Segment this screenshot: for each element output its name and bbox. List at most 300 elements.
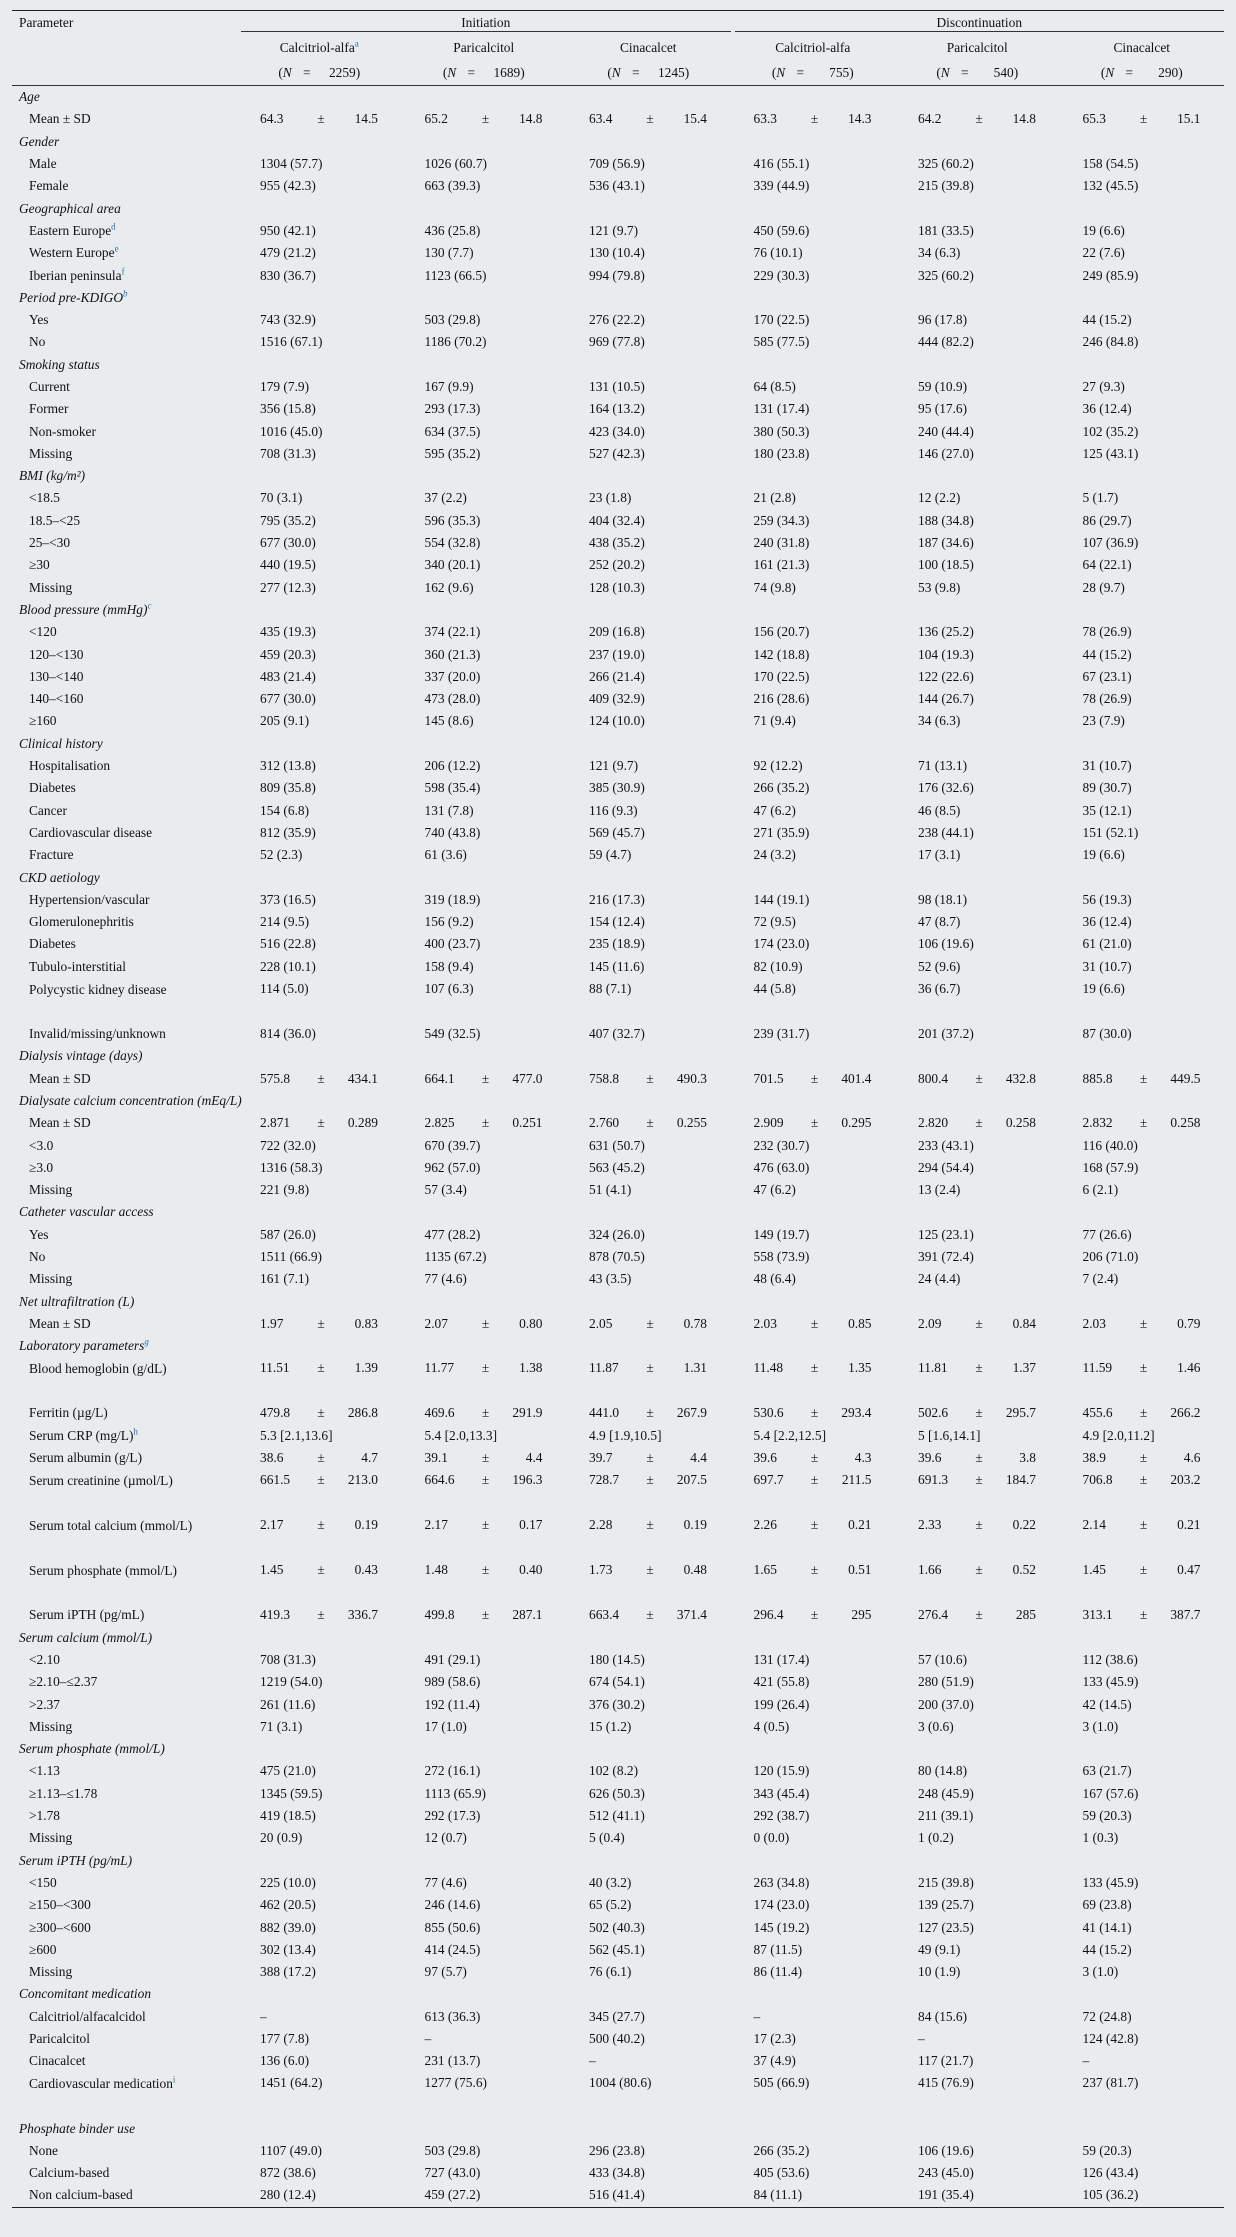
mean-value: 697.7 [753,1472,784,1488]
footnote-marker: e [114,243,119,254]
table-cell: 154 (12.4) [589,914,645,930]
n-equals: = [302,64,311,80]
plus-minus-sign: ± [646,1472,654,1488]
row-label-text: <1.13 [29,1763,60,1779]
table-cell: 48 (6.4) [753,1271,796,1287]
table-cell: 116 (9.3) [589,802,638,818]
row-label [12,933,237,955]
drug-name: Paricalcitol [946,39,1008,55]
row-label-text: Serum iPTH (pg/mL) [29,1607,145,1623]
plus-minus-sign: ± [975,1360,983,1376]
row-label-text: ≥300–<600 [29,1919,91,1935]
table-cell: 133 (45.9) [1082,1874,1139,1890]
table-cell: 156 (20.7) [753,624,810,640]
table-cell: 44 (15.2) [1082,1941,1132,1957]
row-label [12,1469,237,1514]
table-cell: 228 (10.1) [260,958,316,974]
mean-value: 2.09 [918,1315,942,1331]
plus-minus-sign: ± [317,1405,325,1421]
table-cell: 1304 (57.7) [260,156,323,172]
table-row [12,264,1224,286]
table-cell: 483 (21.4) [260,668,316,684]
table-cell: 272 (16.1) [424,1763,481,1779]
row-label [12,2184,237,2207]
table-row [12,1559,1224,1604]
table-cell: 43 (3.5) [589,1271,632,1287]
table-cell [1060,1313,1225,1335]
table-cell: 240 (44.4) [918,423,974,439]
table-cell: 385 (30.9) [589,780,645,796]
section-title-text: Period pre-KDIGO [19,289,124,305]
plus-minus-sign: ± [810,1115,819,1131]
section-header-row [12,287,1224,309]
footnote-marker: c [147,600,152,611]
section-header-row [12,197,1224,219]
sd-value: 0.21 [848,1517,872,1533]
table-cell: 125 (23.1) [918,1226,974,1242]
row-label [12,800,237,822]
table-cell: 1 (0.3) [1082,1830,1119,1846]
table-cell: 105 (36.2) [1060,2184,1225,2207]
plus-minus-sign: ± [810,1472,819,1488]
table-cell: 296 (23.8) [589,2142,645,2158]
table-cell: 340 (20.1) [424,557,481,573]
table-row [12,2140,1224,2162]
table-cell: 438 (35.2) [589,535,645,551]
table-cell: 44 (15.2) [1082,312,1132,328]
table-cell: 24 (3.2) [753,847,796,863]
table-cell: 252 (20.2) [589,557,645,573]
row-label-text: Missing [29,445,73,461]
table-cell: 98 (18.1) [918,891,968,907]
table-cell: 102 (35.2) [1082,423,1139,439]
plus-minus-sign: ± [1139,1115,1148,1131]
sd-value: 207.5 [676,1472,707,1488]
section-title [12,1627,1224,1649]
table-cell [237,1469,402,1514]
table-cell: 82 (10.9) [753,958,803,974]
sd-value: 432.8 [1005,1070,1036,1086]
mean-value: 664.1 [424,1070,455,1086]
table-cell: 87 (30.0) [1082,1026,1132,1042]
table-cell: 407 (32.7) [589,1026,645,1042]
table-row [12,1760,1224,1782]
table-cell [237,1559,402,1604]
table-cell [237,1313,402,1335]
table-cell: 491 (29.1) [424,1651,481,1667]
mean-value: 2.871 [260,1115,291,1131]
section-title [12,1201,1224,1223]
discontinuation-header: Discontinuation [731,11,1225,35]
table-cell: 181 (33.5) [918,222,974,238]
sd-value: 0.19 [683,1517,707,1533]
table-cell: 70 (3.1) [260,490,303,506]
table-cell: 23 (1.8) [589,490,632,506]
n-value: 1245 [657,64,685,80]
section-header-row [12,1738,1224,1760]
table-cell: 167 (9.9) [424,379,474,394]
row-label-text: Mean ± SD [29,1070,91,1086]
table-cell: 969 (77.8) [589,334,645,350]
row-label-text: Cardiovascular disease [29,824,153,840]
table-cell: 325 (60.2) [918,267,974,283]
table-row [12,710,1224,732]
table-cell: 53 (9.8) [918,579,961,595]
section-title [12,733,1224,755]
table-cell: 740 (43.8) [424,824,481,840]
sd-value: 1.35 [848,1360,872,1376]
table-cell: 216 (28.6) [753,691,810,707]
column-header-n: (N = 2259) [237,60,402,86]
table-cell: 117 (21.7) [918,2053,974,2069]
table-cell: 36 (12.4) [1082,914,1132,930]
table-body [12,86,1224,2208]
n-label: N [940,64,950,80]
table-cell: 809 (35.8) [260,780,316,796]
section-title [12,465,1224,487]
table-cell: 5 (1.7) [1082,490,1119,506]
table-row [12,2028,1224,2050]
plus-minus-sign: ± [1139,1517,1148,1533]
sd-value: 203.2 [1170,1472,1201,1488]
sd-value: 287.1 [512,1607,543,1623]
table-cell: 51 (4.1) [589,1182,632,1198]
table-cell: 215 (39.8) [918,1874,974,1890]
table-row [12,242,1224,264]
plus-minus-sign: ± [481,1070,490,1086]
table-row [12,688,1224,710]
table-row [12,443,1224,465]
table-row [12,1357,1224,1402]
table-cell [402,1469,567,1514]
table-cell [895,1313,1060,1335]
table-cell: 1516 (67.1) [260,334,323,350]
column-header-drug [1060,35,1225,60]
footnote-marker: i [172,2074,176,2085]
mean-value: 2.05 [589,1315,613,1331]
row-label-text: Missing [29,579,73,595]
row-label [12,666,237,688]
sd-value: 387.7 [1170,1607,1201,1623]
table-cell: 433 (34.8) [589,2165,645,2181]
table-cell: 20 (0.9) [260,1830,303,1846]
sd-value: 14.8 [519,111,543,127]
column-header-drug [566,35,731,60]
table-cell: – [424,2031,432,2046]
mean-value: 2.909 [753,1115,784,1131]
row-label-text: 140–<160 [29,691,84,707]
row-label-text: Fracture [29,847,74,863]
column-header-drug [237,35,402,60]
row-label [12,1649,237,1671]
plus-minus-sign: ± [975,1472,983,1488]
table-cell: 65 (5.2) [589,1897,632,1913]
table-cell: 151 (52.1) [1082,824,1139,840]
sd-value: 0.40 [519,1562,543,1578]
n-equals: = [960,64,969,80]
table-cell: 63 (21.7) [1082,1763,1132,1779]
table-cell [895,1067,1060,1089]
table-cell: 27 (9.3) [1082,379,1125,394]
table-cell: 23 (7.9) [1082,713,1125,729]
plus-minus-sign: ± [646,1405,654,1421]
table-cell: 19 (6.6) [1082,980,1125,996]
row-label [12,264,237,286]
table-cell [402,1402,567,1424]
plus-minus-sign: ± [481,1405,490,1421]
table-cell: 164 (13.2) [589,401,645,417]
table-cell: 709 (56.9) [589,156,645,172]
plus-minus-sign: ± [481,1360,490,1376]
table-row [12,2006,1224,2028]
row-label-text: ≥3.0 [29,1159,54,1175]
section-title-text: BMI (kg/m²) [19,468,86,484]
plus-minus-sign: ± [975,1607,983,1623]
table-cell: 162 (9.6) [424,579,474,595]
mean-value: 11.87 [589,1360,619,1376]
table-cell: 31 (10.7) [1082,758,1132,774]
row-label [12,554,237,576]
table-cell: 69 (23.8) [1082,1897,1132,1913]
row-label-text: Calcitriol/alfacalcidol [29,2008,146,2024]
mean-value: 2.17 [424,1517,448,1533]
table-cell [895,108,1060,130]
mean-value: 2.33 [918,1517,942,1533]
mean-value: 575.8 [260,1070,291,1086]
plus-minus-sign: ± [810,1360,819,1376]
section-header-row [12,1045,1224,1067]
table-cell: 49 (9.1) [918,1941,961,1957]
footnote-marker: b [123,288,128,299]
table-row [12,376,1224,398]
row-label-text: No [29,1248,46,1264]
sd-value: 0.295 [841,1115,872,1131]
table-cell: 391 (72.4) [918,1248,974,1264]
table-cell: 261 (11.6) [260,1696,316,1712]
table-cell: 132 (45.5) [1082,178,1139,194]
row-label-text: Hospitalisation [29,758,111,774]
row-label [12,1604,237,1626]
mean-value: 419.3 [260,1607,291,1623]
section-title [12,1738,1224,1760]
table-cell: 4.9 [1.9,10.5] [589,1427,662,1443]
plus-minus-sign: ± [1139,1360,1148,1376]
table-cell: – [260,2008,267,2024]
table-cell: 31 (10.7) [1082,958,1132,974]
table-cell: 145 (19.2) [753,1919,810,1935]
table-cell: 277 (12.3) [260,579,316,595]
plus-minus-sign: ± [975,1405,983,1421]
row-label [12,1514,237,1559]
table-row [12,755,1224,777]
section-header-row [12,1201,1224,1223]
row-label-text: Cancer [29,802,67,818]
table-row [12,2162,1224,2184]
table-cell: 727 (43.0) [424,2165,481,2181]
section-title-text: Phosphate binder use [19,2120,136,2136]
table-cell: 206 (12.2) [424,758,481,774]
table-cell: 121 (9.7) [589,222,639,238]
row-label [12,1224,237,1246]
table-cell [237,108,402,130]
table-cell: – [918,2031,925,2046]
row-label [12,688,237,710]
row-label-text: 120–<130 [29,646,84,662]
plus-minus-sign: ± [481,1450,490,1466]
section-title-text: CKD aetiology [19,869,100,885]
row-label [12,1939,237,1961]
plus-minus-sign: ± [646,1115,654,1131]
table-cell [895,1604,1060,1626]
table-cell: 1107 (49.0) [260,2142,322,2158]
table-cell: 595 (35.2) [424,445,481,461]
table-cell [731,1514,896,1559]
table-cell: 440 (19.5) [260,557,316,573]
table-row [12,621,1224,643]
table-cell: 263 (34.8) [753,1874,810,1890]
table-row [12,1179,1224,1201]
table-cell: 144 (26.7) [918,691,974,707]
table-cell [402,1559,567,1604]
table-cell: 145 (11.6) [589,958,645,974]
table-cell: 71 (9.4) [753,713,796,729]
table-cell [566,1514,731,1559]
table-cell: 1113 (65.9) [424,1785,486,1801]
row-label-text: Cinacalcet [29,2053,86,2069]
table-cell: 243 (45.0) [918,2165,974,2181]
mean-value: 64.2 [918,111,942,127]
table-cell: 505 (66.9) [753,2075,810,2091]
n-label: N [776,64,786,80]
table-cell: 80 (14.8) [918,1763,968,1779]
table-cell [1060,108,1225,130]
sd-value: 286.8 [347,1405,378,1421]
table-cell: 409 (32.9) [589,691,645,707]
plus-minus-sign: ± [810,1315,819,1331]
n-equals: = [467,64,475,80]
plus-minus-sign: ± [646,1517,654,1533]
plus-minus-sign: ± [317,1115,325,1131]
table-cell: 1186 (70.2) [424,334,487,350]
table-cell [402,1357,567,1402]
mean-value: 441.0 [589,1405,620,1421]
table-cell: 376 (30.2) [589,1696,645,1712]
table-cell [402,1447,567,1469]
table-cell: 158 (54.5) [1082,156,1139,172]
table-cell: 302 (13.4) [260,1941,316,1957]
table-row [12,1469,1224,1514]
table-cell: 76 (6.1) [589,1964,632,1980]
table-cell: 989 (58.6) [424,1674,481,1690]
table-cell: 360 (21.3) [424,646,481,662]
table-cell: 161 (7.1) [260,1271,310,1287]
sd-value: 266.2 [1170,1405,1201,1421]
table-cell [402,1313,567,1335]
table-cell: 677 (30.0) [260,691,316,707]
table-row [12,2050,1224,2072]
table-cell: 670 (39.7) [424,1137,481,1153]
sd-value: 4.3 [854,1450,872,1466]
table-row [12,175,1224,197]
table-cell: 878 (70.5) [589,1248,645,1264]
table-row [12,643,1224,665]
table-cell: 76 (10.1) [753,245,803,261]
row-label-text: Serum creatinine (µmol/L) [29,1473,173,1489]
table-cell: 37 (2.2) [424,490,467,506]
sd-value: 1.39 [354,1360,378,1376]
table-cell: 479 (21.2) [260,245,316,261]
n-equals: = [796,64,804,80]
mean-value: 2.26 [753,1517,777,1533]
table-cell: 200 (37.0) [918,1696,974,1712]
plus-minus-sign: ± [975,1450,983,1466]
row-label [12,242,237,264]
table-cell: 34 (6.3) [918,245,961,261]
row-label-text: Former [29,401,69,417]
table-row [12,1716,1224,1738]
plus-minus-sign: ± [481,1517,490,1533]
table-cell: 882 (39.0) [260,1919,316,1935]
sd-value: 4.7 [361,1450,378,1466]
row-label [12,889,237,911]
table-cell [566,1402,731,1424]
section-title-text: Dialysis vintage (days) [19,1048,143,1064]
row-label-text: Ferritin (µg/L) [29,1405,108,1421]
column-header-drug [895,35,1060,60]
table-row [12,2184,1224,2207]
drug-name: Calcitriol-alfa [279,39,355,55]
table-cell: 527 (42.3) [589,445,645,461]
table-cell: 86 (29.7) [1082,512,1132,528]
table-cell: 339 (44.9) [753,178,810,194]
table-cell: 450 (59.6) [753,222,810,238]
plus-minus-sign: ± [317,1472,325,1488]
row-label [12,1894,237,1916]
table-cell: 133 (45.9) [1082,1674,1139,1690]
mean-value: 65.2 [424,111,448,127]
table-cell: 855 (50.6) [424,1919,481,1935]
table-cell: 221 (9.8) [260,1182,310,1198]
table-cell [566,1447,731,1469]
table-cell [566,1357,731,1402]
table-row [12,220,1224,242]
table-cell: 71 (3.1) [260,1718,303,1734]
table-row [12,1604,1224,1626]
row-label-text: Serum total calcium (mmol/L) [29,1518,193,1534]
section-title-text: Serum calcium (mmol/L) [19,1629,153,1645]
table-cell: 130 (10.4) [589,245,645,261]
table-cell [566,1604,731,1626]
row-label-text: Serum albumin (g/L) [29,1450,143,1466]
plus-minus-sign: ± [810,1607,819,1623]
table-cell: 57 (3.4) [424,1182,467,1198]
table-cell: 59 (4.7) [589,847,632,863]
sd-value: 15.4 [683,111,707,127]
table-row [12,1805,1224,1827]
table-cell: 176 (32.6) [918,780,974,796]
table-cell: 124 (42.8) [1082,2031,1139,2046]
sd-value: 449.5 [1170,1070,1201,1086]
plus-minus-sign: ± [481,111,490,127]
row-label-text: Mean ± SD [29,1115,91,1131]
row-label [12,822,237,844]
sd-value: 295.7 [1005,1405,1036,1421]
row-label [12,1783,237,1805]
n-value: 290 [1158,64,1179,80]
section-title [12,866,1224,888]
table-cell: 77 (4.6) [424,1874,467,1890]
table-cell [895,1559,1060,1604]
